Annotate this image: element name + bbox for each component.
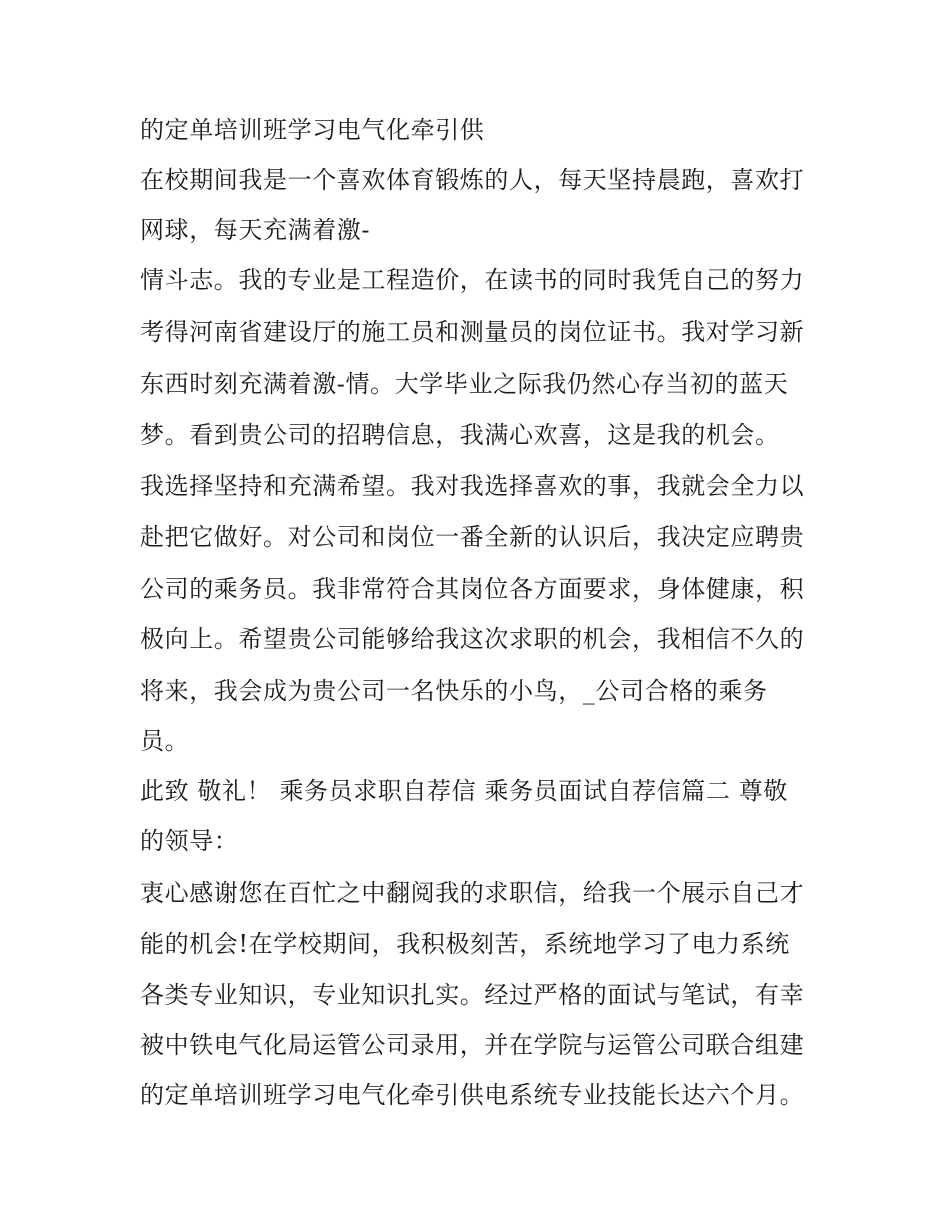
text-line: 衷心感谢您在百忙之中翻阅我的求职信，给我一个展示自己才 <box>140 879 805 907</box>
text-line: 将来，我会成为贵公司一名快乐的小鸟，_公司合格的乘务 <box>140 677 768 705</box>
text-line: 东西时刻充满着激-情。大学毕业之际我仍然心存当初的蓝天 <box>140 370 789 398</box>
text-line: 我选择坚持和充满希望。我对我选择喜欢的事，我就会全力以 <box>140 472 805 500</box>
text-line: 网球，每天充满着激- <box>140 216 371 244</box>
text-line: 考得河南省建设厅的施工员和测量员的岗位证书。我对学习新 <box>140 318 805 346</box>
text-line: 各类专业知识，专业知识扎实。经过严格的面试与笔试，有幸 <box>140 981 805 1009</box>
text-line: 的领导： <box>140 827 239 855</box>
text-line: 的定单培训班学习电气化牵引供电系统专业技能长达六个月。 <box>140 1081 805 1109</box>
text-line: 此致 敬礼！ 乘务员求职自荐信 乘务员面试自荐信篇二 尊敬 <box>140 777 788 805</box>
text-line: 极向上。希望贵公司能够给我这次求职的机会，我相信不久的 <box>140 625 805 653</box>
text-line: 能的机会!在学校期间，我积极刻苦，系统地学习了电力系统 <box>140 930 790 958</box>
text-line: 赴把它做好。对公司和岗位一番全新的认识后，我决定应聘贵 <box>140 523 805 551</box>
text-line: 公司的乘务员。我非常符合其岗位各方面要求，身体健康，积 <box>140 575 805 603</box>
text-line: 员。 <box>140 727 190 755</box>
text-line: 的定单培训班学习电气化牵引供 <box>140 116 485 144</box>
text-line: 情斗志。我的专业是工程造价，在读书的同时我凭自己的努力 <box>140 266 805 294</box>
text-line: 梦。看到贵公司的招聘信息，我满心欢喜，这是我的机会。 <box>140 421 780 449</box>
text-line: 在校期间我是一个喜欢体育锻炼的人，每天坚持晨跑，喜欢打 <box>140 166 805 194</box>
text-line: 被中铁电气化局运管公司录用，并在学院与运管公司联合组建 <box>140 1031 805 1059</box>
